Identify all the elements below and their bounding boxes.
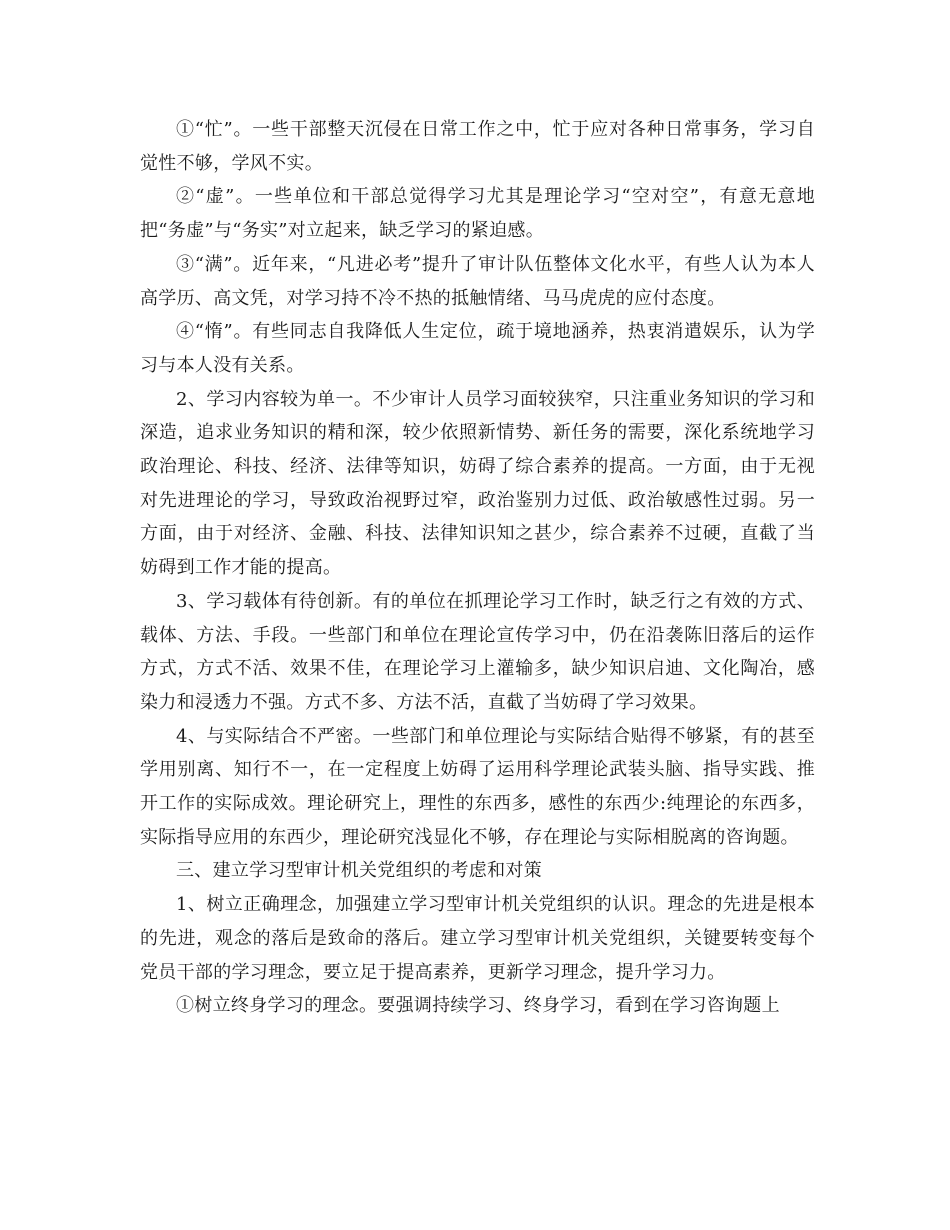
- paragraph-complacent: ③“满”。近年来，“凡进必考”提升了审计队伍整体文化水平，有些人认为本人高学历、高文凭，对学习持不冷不热的抵触情绪、马马虎虎的应付态度。: [140, 253, 815, 309]
- paragraph-correct-concept: 1、树立正确理念，加强建立学习型审计机关党组织的认识。理念的先进是根本的先进，观念的落后是致命的落后。建立学习型审计机关党组织，关键要转变每个党员干部的学习理念，要立足于提高素养，更新学习理念，提升学习力。: [140, 894, 815, 983]
- section-heading-three: 三、建立学习型审计机关党组织的考虑和对策: [176, 860, 542, 882]
- paragraph-busy: ①“忙”。一些干部整天沉侵在日常工作之中，忙于应对各种日常事务，学习自觉性不够，学风不实。: [140, 119, 815, 174]
- paragraph-practice-integration: 4、与实际结合不严密。一些部门和单位理论与实际结合贴得不够紧，有的甚至学用别离、知行不一，在一定程度上妨碍了运用科学理论武装头脑、指导实践、推开工作的实际成效。理论研究上，理性的东西多，感性的东西少:纯理论的东西多，实际指导应用的东西少，理论研究浅显化不够，存在理论与实际相脱离的咨询题。: [140, 725, 815, 848]
- paragraph-lifelong-learning: ①树立终身学习的理念。要强调持续学习、终身学习，看到在学习咨询题上: [176, 995, 780, 1017]
- paragraph-empty: ②“虚”。一些单位和干部总觉得学习尤其是理论学习“空对空”，有意无意地把“务虚”与“务实”对立起来，缺乏学习的紧迫感。: [140, 186, 815, 242]
- paragraph-carrier-innovation: 3、学习载体有待创新。有的单位在抓理论学习工作时，缺乏行之有效的方式、载体、方法、手段。一些部门和单位在理论宣传学习中，仍在沿袭陈旧落后的运作方式，方式不活、效果不佳，在理论学习上灌输多，缺少知识启迪、文化陶冶，感染力和浸透力不强。方式不多、方法不活，直截了当妨碍了学习效果。: [140, 590, 815, 713]
- document-body: [140, 113, 815, 1023]
- paragraph-lazy: ④“惰”。有些同志自我降低人生定位，疏于境地涵养，热衷消遣娱乐，认为学习与本人没有关系。: [140, 321, 815, 376]
- paragraph-content-single: 2、学习内容较为单一。不少审计人员学习面较狭窄，只注重业务知识的学习和深造，追求业务知识的精和深，较少依照新情势、新任务的需要，深化系统地学习政治理论、科技、经济、法律等知识，妨碍了综合素养的提高。一方面，由于无视对先进理论的学习，导致政治视野过窄，政治鉴别力过低、政治敏感性过弱。另一方面，由于对经济、金融、科技、法律知识知之甚少，综合素养不过硬，直截了当妨碍到工作才能的提高。: [140, 388, 815, 579]
